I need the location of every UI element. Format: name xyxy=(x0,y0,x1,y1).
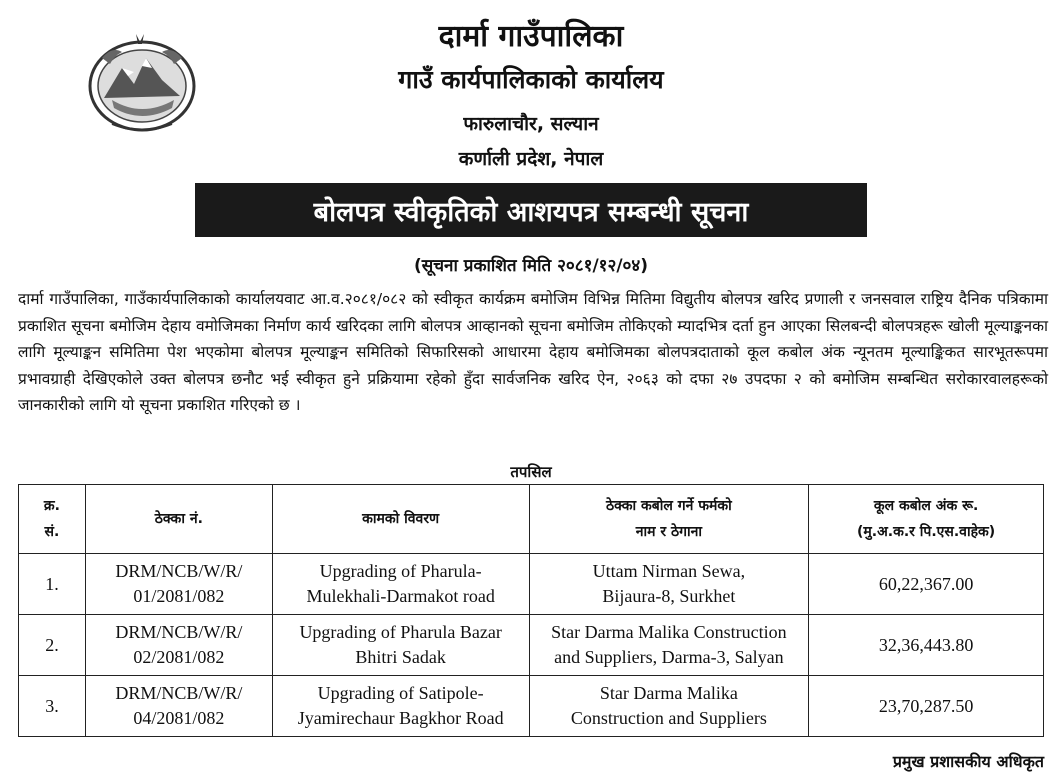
cell-firm-line1: Uttam Nirman Sewa, xyxy=(592,561,746,581)
table-row xyxy=(19,676,1044,737)
office-province: कर्णाली प्रदेश, नेपाल xyxy=(458,148,604,170)
notice-title: बोलपत्र स्वीकृतिको आशयपत्र सम्बन्धी सूचना xyxy=(313,196,749,228)
section-label: तपसिल xyxy=(510,463,552,481)
table-header-row xyxy=(19,485,1044,554)
notice-title-bar xyxy=(195,183,867,237)
cell-desc-line2: Mulekhali-Darmakot road xyxy=(306,586,495,606)
col-header-contract: ठेक्का नं. xyxy=(85,485,272,554)
cell-sn: 2. xyxy=(19,615,86,676)
table-row xyxy=(19,615,1044,676)
col-header-firm-line1: ठेक्का कबोल गर्ने फर्मको xyxy=(605,498,732,514)
cell-firm-line1: Star Darma Malika xyxy=(599,683,738,703)
cell-desc-line2: Bhitri Sadak xyxy=(355,647,446,667)
cell-contract-line1: DRM/NCB/W/R/ xyxy=(115,683,243,703)
cell-description xyxy=(272,676,529,737)
col-header-firm-line2: नाम र ठेगाना xyxy=(635,524,702,540)
publication-date: (सूचना प्रकाशित मिति २०८१/१२/०४) xyxy=(413,256,648,276)
col-header-amount-line1: कूल कबोल अंक रू. xyxy=(873,498,979,514)
cell-firm-line2: Bijaura-8, Surkhet xyxy=(602,586,736,606)
cell-firm-line2: Construction and Suppliers xyxy=(570,708,767,728)
cell-sn: 3. xyxy=(19,676,86,737)
cell-contract-line1: DRM/NCB/W/R/ xyxy=(115,561,243,581)
signatory: प्रमुख प्रशासकीय अधिकृत xyxy=(892,752,1044,771)
cell-contract xyxy=(85,554,272,615)
col-header-sn-line1: क्र. xyxy=(43,498,60,514)
cell-amount: 32,36,443.80 xyxy=(809,615,1044,676)
office-address: फारुलाचौर, सल्यान xyxy=(463,113,599,135)
cell-contract-line2: 04/2081/082 xyxy=(133,708,225,728)
cell-sn: 1. xyxy=(19,554,86,615)
cell-contract xyxy=(85,676,272,737)
col-header-sn xyxy=(19,485,86,554)
notice-body: दार्मा गाउँपालिका, गाउँकार्यपालिकाको कार्यालयवाट आ.व.२०८१/०८२ को स्वीकृत कार्यक्रम बमोजिम विभिन्न मितिमा विद्युतीय बोलपत्र खरिद प्रणाली र जनसवाल राष्ट्रिय दैनिक पत्रिकामा प्रकाशित सूचना बमोजिम देहाय वमोजिमका निर्माण कार्य खरिदका लागि बोलपत्र आव्हानको सूचना बमोजिम तोकिएको म्यादभित्र दर्ता हुन आएका सिलबन्दी बोलपत्रहरू खोली मूल्याङ्कनका लागि मूल्याङ्कन समितिमा पेश भएकोमा बोलपत्र मूल्याङ्कन समितिको सिफारिसको आधारमा देहाय बमोजिमका बोलपत्रदाताको कूल कबोल अंक न्यूनतम मूल्याङ्किकत सारभूतरूपमा प्रभावग्राही देखिएकोले उक्त बोलपत्र छनौट भई स्वीकृत हुने प्रक्रियामा रहेको हुँदा सार्वजनिक खरिद ऐन, २०६३ को दफा २७ उपदफा २ को बमोजिम सम्बन्धित सरोकारवालहरूको जानकारीको लागि यो सूचना प्रकाशित गरिएको छ । xyxy=(18,290,1048,414)
cell-desc-line2: Jyamirechaur Bagkhor Road xyxy=(297,708,504,728)
cell-contract-line1: DRM/NCB/W/R/ xyxy=(115,622,243,642)
cell-firm-line2: and Suppliers, Darma-3, Salyan xyxy=(554,647,784,667)
cell-description xyxy=(272,554,529,615)
cell-contract-line2: 02/2081/082 xyxy=(133,647,225,667)
bid-table xyxy=(18,484,1044,737)
col-header-amount-line2: (मु.अ.क.र पि.एस.वाहेक) xyxy=(856,524,996,540)
col-header-description: कामको विवरण xyxy=(272,485,529,554)
table-row xyxy=(19,554,1044,615)
office-subtitle: गाउँ कार्यपालिकाको कार्यालय xyxy=(398,65,664,94)
col-header-firm xyxy=(529,485,809,554)
cell-desc-line1: Upgrading of Pharula Bazar xyxy=(299,622,502,642)
cell-description xyxy=(272,615,529,676)
cell-contract xyxy=(85,615,272,676)
cell-firm-line1: Star Darma Malika Construction xyxy=(551,622,787,642)
cell-amount: 23,70,287.50 xyxy=(809,676,1044,737)
cell-desc-line1: Upgrading of Pharula- xyxy=(319,561,482,581)
col-header-sn-line2: सं. xyxy=(44,524,60,540)
cell-firm xyxy=(529,676,809,737)
office-name: दार्मा गाउँपालिका xyxy=(438,19,624,54)
col-header-amount xyxy=(809,485,1044,554)
cell-firm xyxy=(529,615,809,676)
cell-desc-line1: Upgrading of Satipole- xyxy=(317,683,484,703)
cell-firm xyxy=(529,554,809,615)
cell-amount: 60,22,367.00 xyxy=(809,554,1044,615)
cell-contract-line2: 01/2081/082 xyxy=(133,586,225,606)
